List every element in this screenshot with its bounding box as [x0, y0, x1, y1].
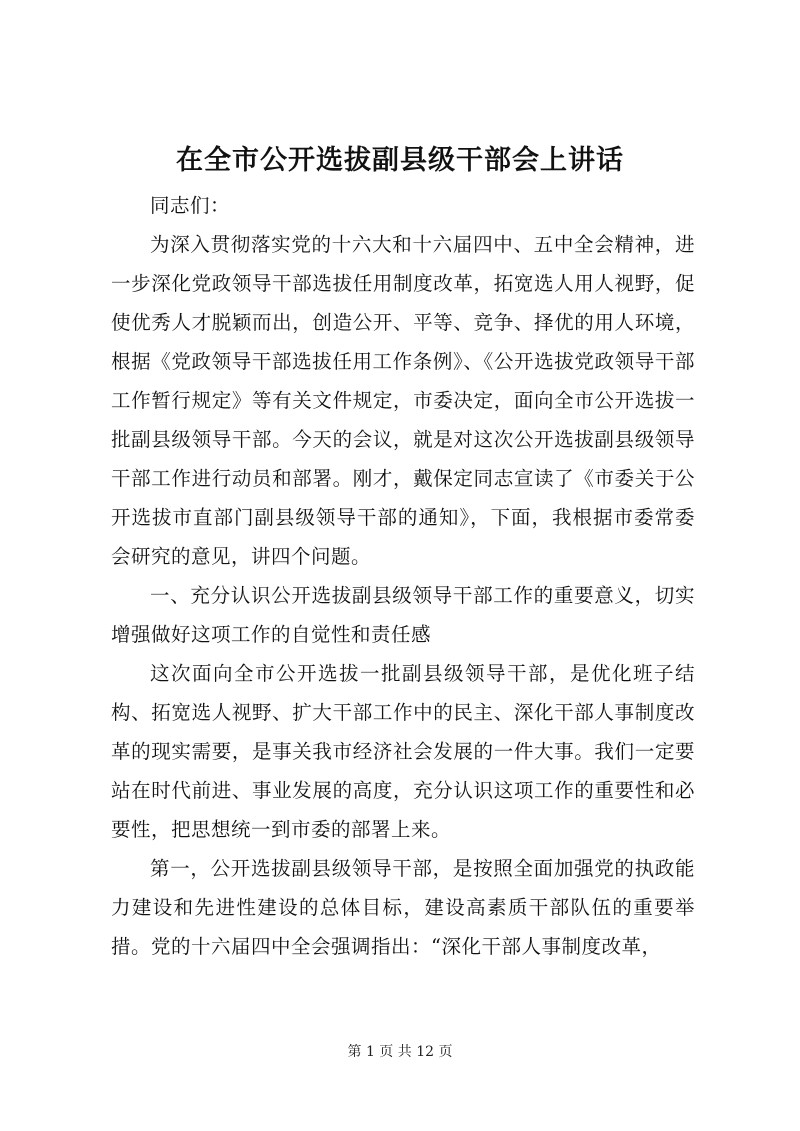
page-number-footer: 第 1 页 共 12 页: [347, 1044, 453, 1060]
section-heading-1: 一、充分认识公开选拔副县级领导干部工作的重要意义，切实增强做好这项工作的自觉性和责任感: [111, 584, 695, 646]
paragraph-first-point: 第一，公开选拔副县级领导干部，是按照全面加强党的执政能力建设和先进性建设的总体目标，建设高素质干部队伍的重要举措。党的十六届四中全会强调指出：“深化干部人事制度改革，: [111, 857, 695, 958]
paragraph-significance: 这次面向全市公开选拔一批副县级领导干部，是优化班子结构、拓宽选人视野、扩大干部工作中的民主、深化干部人事制度改革的现实需要，是事关我市经济社会发展的一件大事。我们一定要站在时代前进、事业发展的高度，充分认识这项工作的重要性和必要性，把思想统一到市委的部署上来。: [111, 662, 695, 841]
salutation: 同志们：: [150, 194, 231, 217]
paragraph-intro: 为深入贯彻落实党的十六大和十六届四中、五中全会精神，进一步深化党政领导干部选拔任用制度改革，拓宽选人用人视野，促使优秀人才脱颖而出，创造公开、平等、竞争、择优的用人环境，根据《党政领导干部选拔任用工作条例》、《公开选拔党政领导干部工作暂行规定》等有关文件规定，市委决定，面向全市公开选拔一批副县级领导干部。今天的会议，就是对这次公开选拔副县级领导干部工作进行动员和部署。刚才，戴保定同志宣读了《市委关于公开选拔市直部门副县级领导干部的通知》，下面，我根据市委常委会研究的意见，讲四个问题。: [111, 233, 695, 568]
document-title: 在全市公开选拔副县级干部会上讲话: [176, 145, 624, 176]
document-body: [111, 186, 695, 966]
